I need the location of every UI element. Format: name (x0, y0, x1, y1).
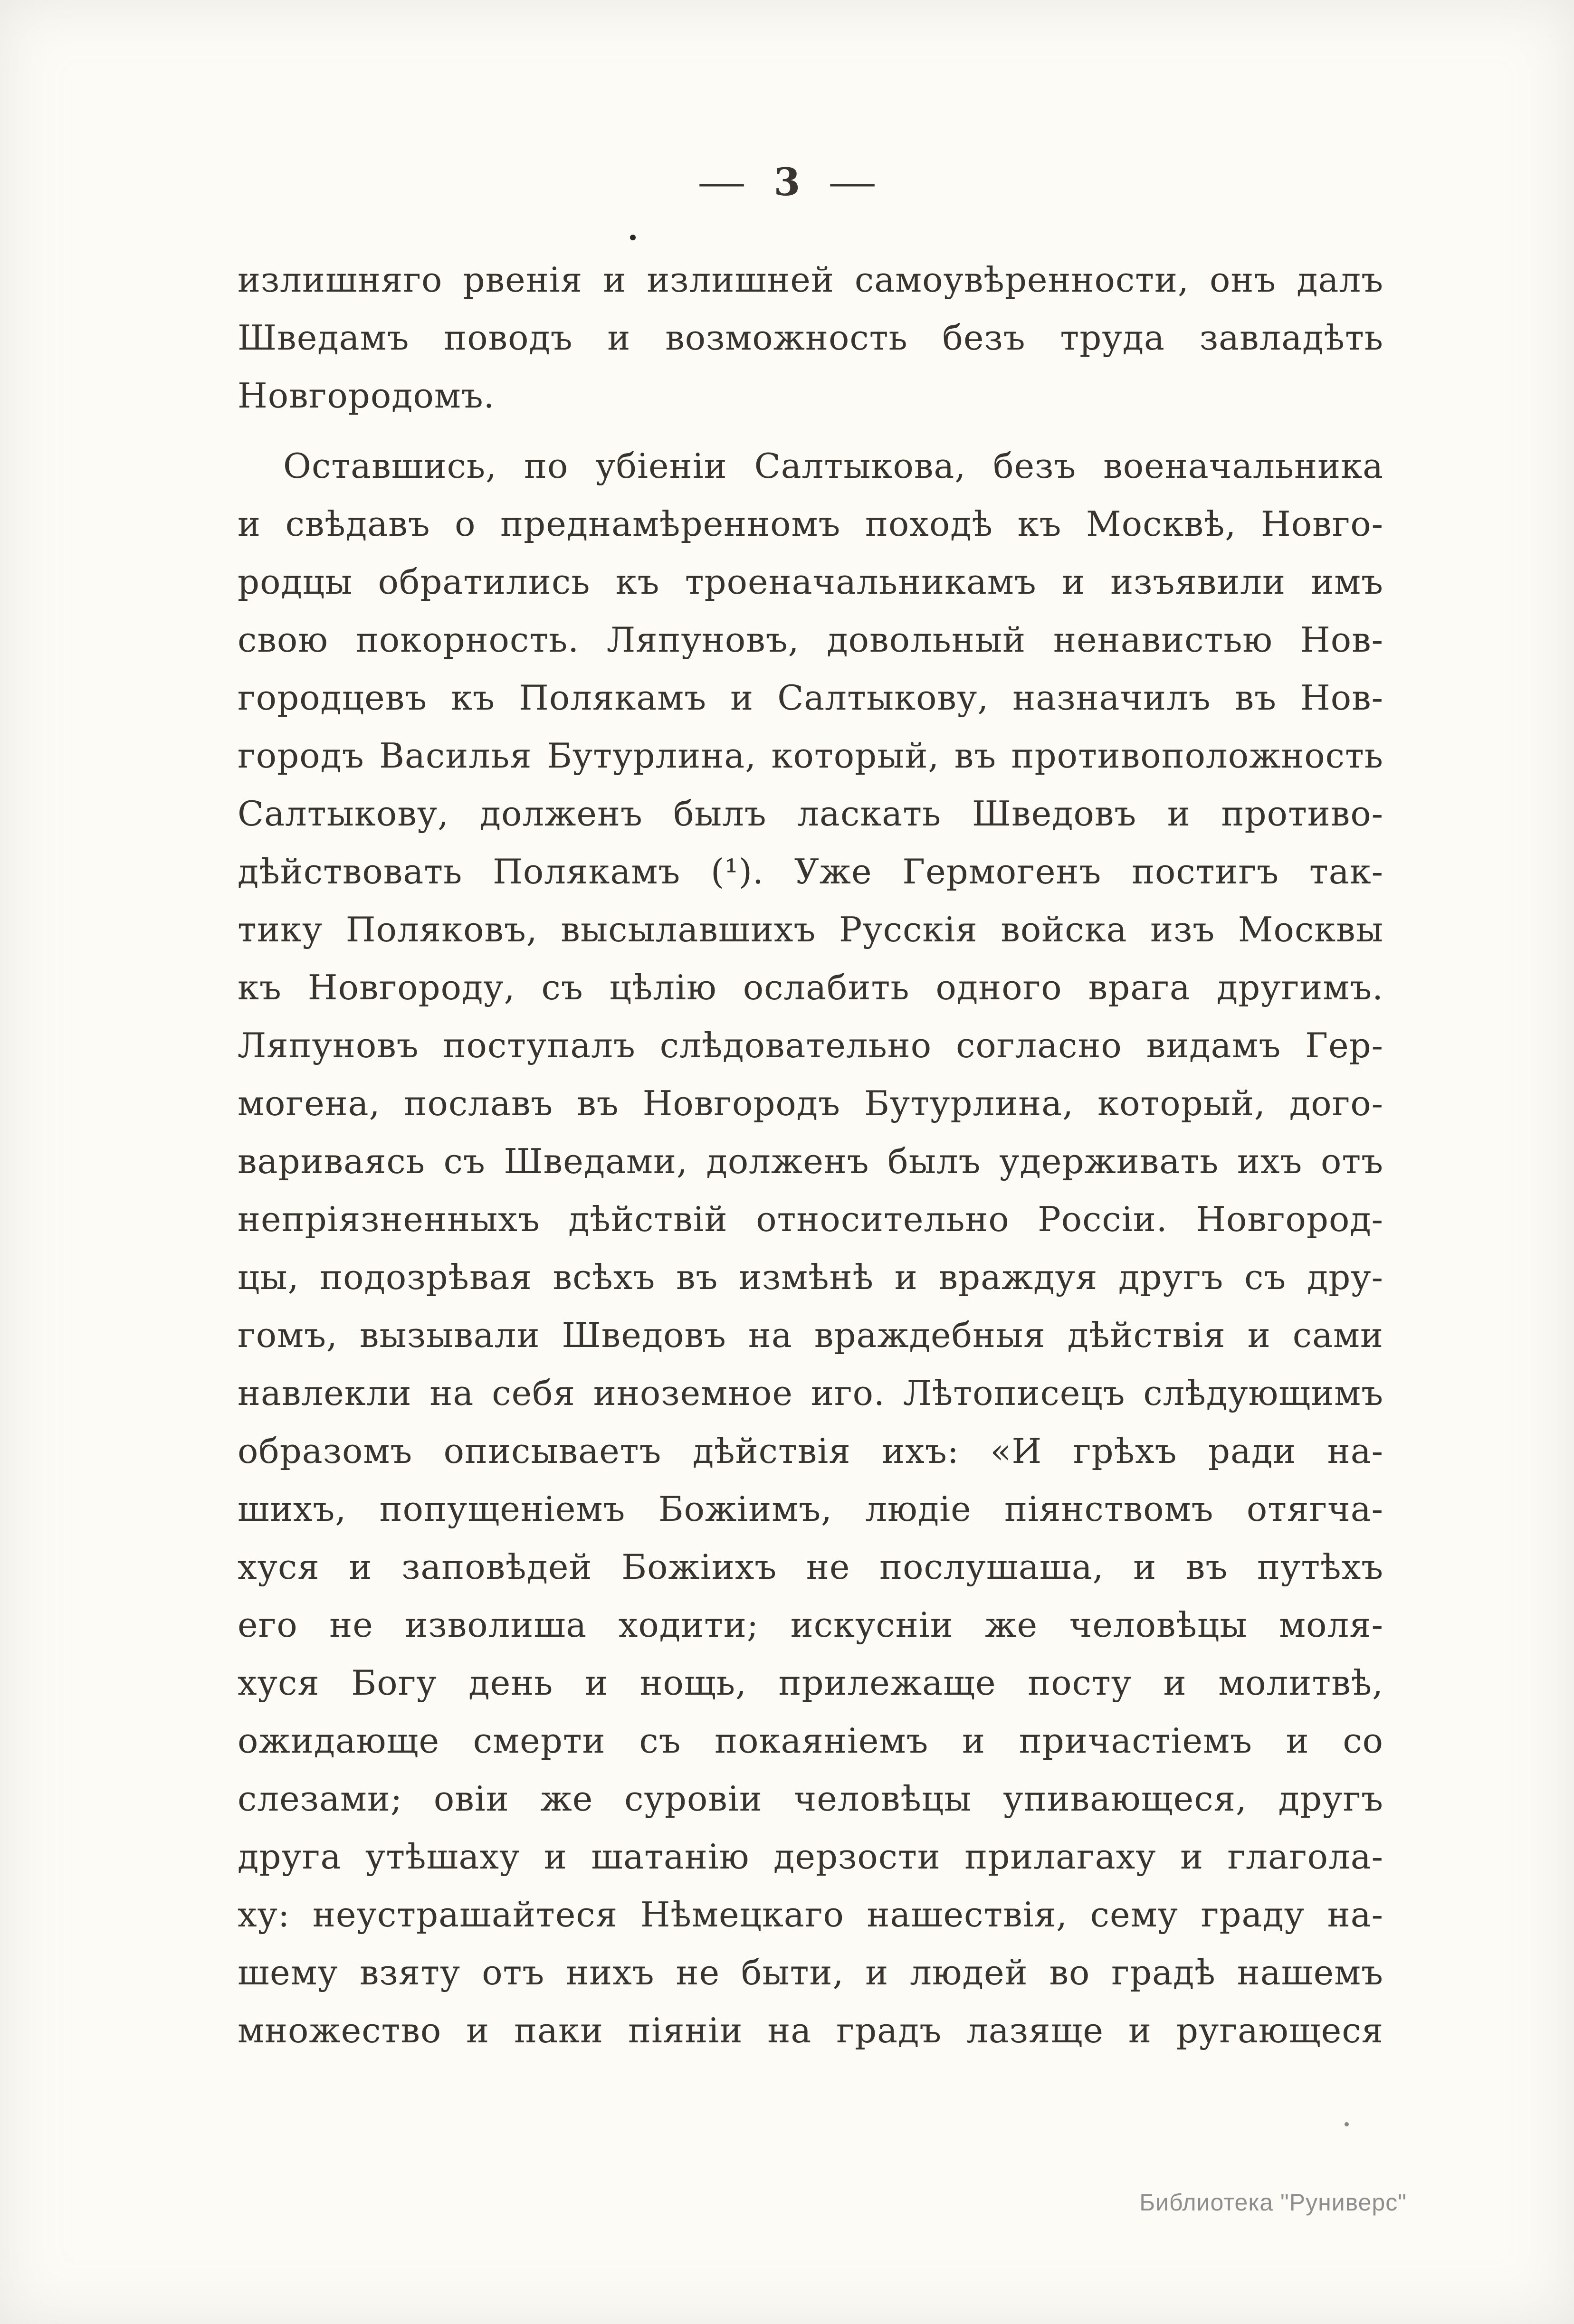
text-line: къ Новгороду, съ цѣлію ослабить одного врага другимъ. (238, 968, 1383, 1007)
text-line: и свѣдавъ о преднамѣренномъ походѣ къ Москвѣ, Новго- (238, 504, 1383, 544)
text-line: шихъ, попущеніемъ Божіимъ, людіе піянствомъ отягча- (238, 1489, 1383, 1529)
body-text (238, 251, 1383, 2059)
text-line: его не изволиша ходити; искусніи же человѣцы моля- (238, 1605, 1383, 1645)
text-line: слезами; овіи же суровіи человѣцы упивающеся, другъ (238, 1779, 1383, 1819)
header-dash-left: — (697, 161, 746, 203)
text-line: друга утѣшаху и шатанію дерзости прилагаху и глагола- (238, 1837, 1383, 1877)
text-line: Салтыкову, долженъ былъ ласкать Шведовъ и противо- (238, 794, 1383, 834)
text-line: хуся и заповѣдей Божіихъ не послушаша, и въ путѣхъ (238, 1547, 1383, 1587)
text-line: могена, пославъ въ Новгородъ Бутурлина, который, дого- (238, 1083, 1383, 1123)
paragraph-1 (238, 251, 1383, 425)
text-line: тику Поляковъ, высылавшихъ Русскія войска изъ Москвы (238, 910, 1383, 949)
header-dash-right: — (828, 161, 877, 203)
text-line: гомъ, вызывали Шведовъ на враждебныя дѣйствія и сами (238, 1315, 1383, 1355)
text-line: образомъ описываетъ дѣйствія ихъ: «И грѣхъ ради на- (238, 1431, 1383, 1471)
text-line: городцевъ къ Полякамъ и Салтыкову, назначилъ въ Нов- (238, 678, 1383, 718)
ink-speck (630, 235, 636, 240)
text-line: ожидающе смерти съ покаяніемъ и причастіемъ и со (238, 1721, 1383, 1761)
ink-speck-2 (1345, 2122, 1349, 2126)
text-line: хуся Богу день и нощь, прилежаще посту и молитвѣ, (238, 1663, 1383, 1703)
text-line: Оставшись, по убіеніи Салтыкова, безъ военачальника (283, 446, 1383, 486)
text-line: ху: неустрашайтеся Нѣмецкаго нашествія, сему граду на- (238, 1895, 1383, 1935)
page-number: 3 (773, 160, 801, 204)
paragraph-2 (238, 437, 1383, 2059)
text-line: излишняго рвенія и излишней самоувѣренности, онъ далъ (238, 260, 1383, 300)
text-line: вариваясь съ Шведами, долженъ былъ удерживать ихъ отъ (238, 1141, 1383, 1181)
text-line: навлекли на себя иноземное иго. Лѣтописецъ слѣдующимъ (238, 1373, 1383, 1413)
watermark: Библиотека "Руниверс" (1139, 2189, 1407, 2216)
text-line: свою покорность. Ляпуновъ, довольный ненавистью Нов- (238, 620, 1383, 660)
text-line: Новгородомъ. (238, 376, 495, 416)
text-line: цы, подозрѣвая всѣхъ въ измѣнѣ и враждуя другъ съ дру- (238, 1257, 1383, 1297)
text-line: родцы обратились къ троеначальникамъ и изъявили имъ (238, 562, 1383, 602)
text-line: Шведамъ поводъ и возможность безъ труда завладѣть (238, 318, 1383, 358)
page-header (0, 160, 1574, 204)
text-line: шему взяту отъ нихъ не быти, и людей во градѣ нашемъ (238, 1953, 1383, 1992)
text-line: множество и паки піяніи на градъ лазяще и ругающеся (238, 2011, 1383, 2050)
text-line: городъ Василья Бутурлина, который, въ противоположность (238, 736, 1383, 776)
text-line: дѣйствовать Полякамъ (¹). Уже Гермогенъ постигъ так- (238, 852, 1383, 892)
text-line: непріязненныхъ дѣйствій относительно Россіи. Новгород- (238, 1199, 1383, 1239)
text-line: Ляпуновъ поступалъ слѣдовательно согласно видамъ Гер- (238, 1025, 1383, 1065)
